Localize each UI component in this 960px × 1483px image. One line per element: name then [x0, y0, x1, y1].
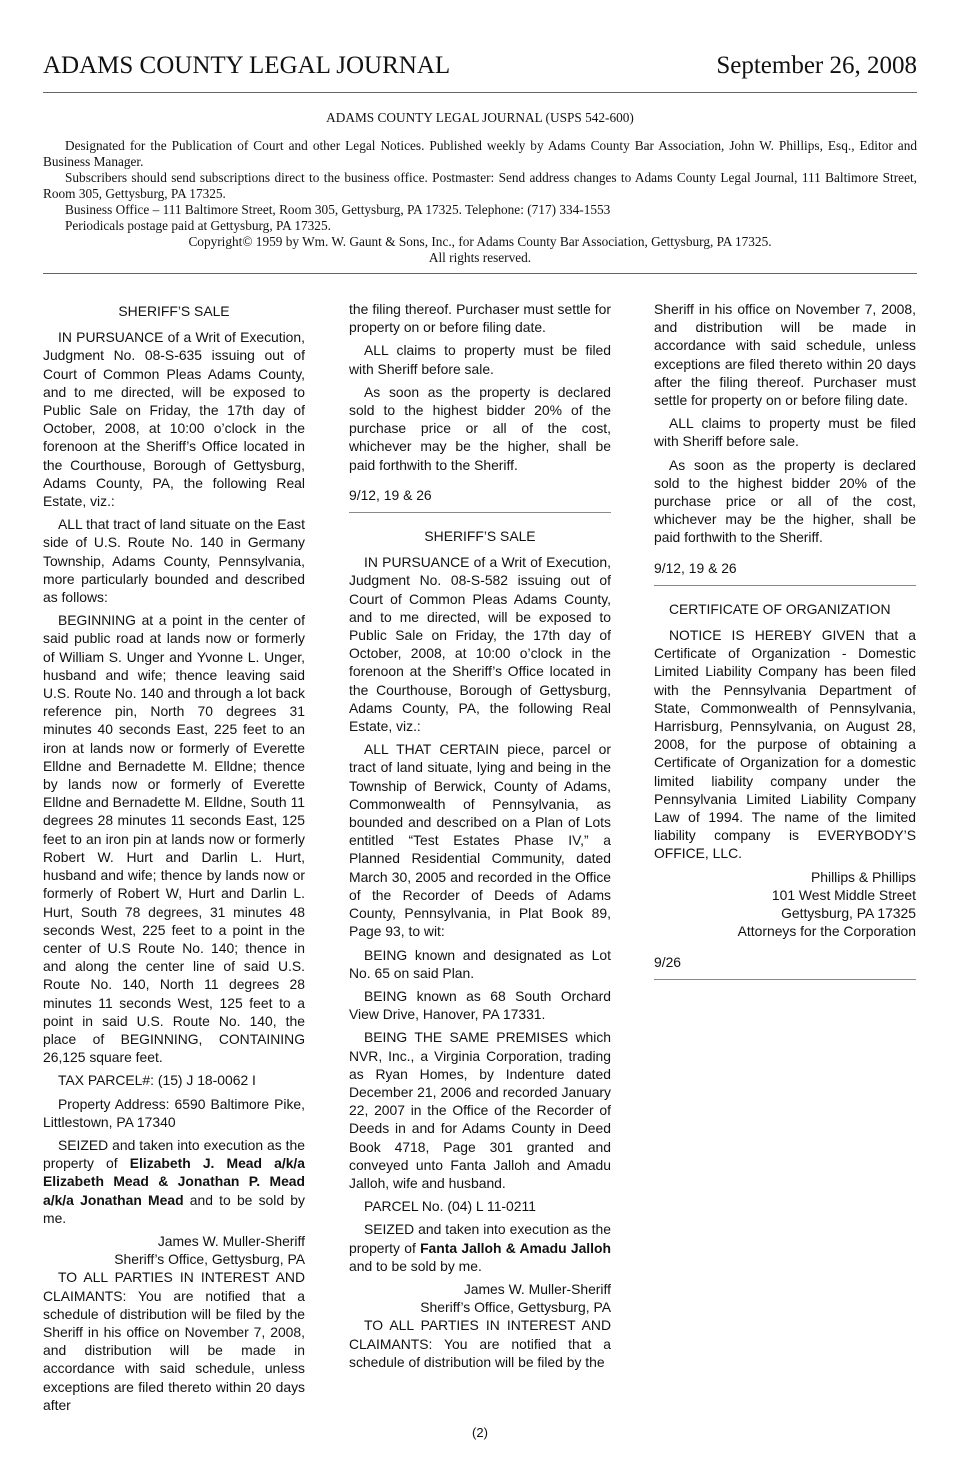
notice-paragraph: TO ALL PARTIES IN INTEREST AND CLAIMANTS: You are notified that a schedule of distribution will be filed by the Sheriff in his office on November 7, 2008, and distribution will be made in accordance with said schedule, unless exceptions are filed thereto within 20 days after: [43, 1269, 305, 1413]
notice-paragraph: BEING known as 68 South Orchard View Drive, Hanover, PA 17331.: [349, 987, 611, 1023]
notice-divider: [654, 979, 916, 980]
defendant-names: Fanta Jalloh & Amadu Jalloh: [420, 1239, 612, 1256]
notice-paragraph: TO ALL PARTIES IN INTEREST AND CLAIMANTS: You are notified that a schedule of distribution will be filed by the: [349, 1317, 611, 1370]
column-1: [43, 300, 305, 1419]
seized-paragraph: SEIZED and taken into execution as the property of Elizabeth J. Mead a/k/a Elizabeth Mead & Jonathan P. Mead a/k/a Jonathan Mead and to be sold by me.: [43, 1136, 306, 1226]
publication-dates: 9/12, 19 & 26: [654, 559, 737, 576]
seized-paragraph: SEIZED and taken into execution as the property of Fanta Jalloh & Amadu Jalloh and to be sold by me.: [349, 1221, 612, 1274]
notice-heading: SHERIFF’S SALE: [424, 528, 536, 545]
attorney-street: 101 West Middle Street: [771, 886, 916, 903]
masthead: [43, 110, 917, 266]
notice-paragraph: Sheriff in his office on November 7, 2008, and distribution will be made in accordance with said schedule, unless exceptions are filed thereto within 20 days after the filing thereof. Purchaser must settle for property on or before filing date.: [654, 301, 916, 409]
page-header: [43, 52, 917, 84]
notice-paragraph: ALL claims to property must be filed with Sheriff before sale.: [654, 415, 916, 450]
issue-date: September 26, 2008: [716, 52, 917, 79]
parcel-number: PARCEL No. (04) L 11-0211: [364, 1198, 536, 1215]
notice-paragraph: BEING known and designated as Lot No. 65 on said Plan.: [349, 946, 611, 981]
notice-paragraph: ALL claims to property must be filed with Sheriff before sale.: [349, 342, 611, 377]
column-3: [654, 300, 916, 994]
column-2: [349, 300, 611, 1376]
notice-paragraph: IN PURSUANCE of a Writ of Execution, Judgment No. 08-S-582 issuing out of Court of Common Pleas Adams County, and to me directed, will be exposed to Public Sale on Friday, the 17th day of October, 2008, at 10:00 o’clock in the forenoon at the Sheriff’s Office located in the Courthouse, Borough of Gettysburg, Adams County, PA, the following Real Estate, viz.:: [349, 554, 611, 735]
notice-paragraph: As soon as the property is declared sold to the highest bidder 20% of the purchase price or all of the cost, whichever may be the higher, shall be paid forthwith to the Sheriff.: [654, 456, 916, 546]
attorney-city: Gettysburg, PA 17325: [781, 905, 916, 922]
notice-paragraph: BEING THE SAME PREMISES which NVR, Inc., a Virginia Corporation, trading as Ryan Homes, by Indenture dated December 21, 2006 and recorded January 22, 2007 in the Office of the Recorder of Deeds in and for Adams County in Deed Book 4718, Page 301 granted and conveyed unto Fanta Jalloh and Amadu Jalloh, wife and husband.: [349, 1029, 611, 1191]
property-address: Property Address: 6590 Baltimore Pike, Littlestown, PA 17340: [43, 1095, 305, 1130]
page-number: (2): [472, 1425, 488, 1440]
notice-paragraph: As soon as the property is declared sold to the highest bidder 20% of the purchase price or all of the cost, whichever may be the higher, shall be paid forthwith to the Sheriff.: [349, 383, 611, 473]
masthead-business-office: Business Office – 111 Baltimore Street, Room 305, Gettysburg, PA 17325. Telephone: (717) 334-1553: [65, 202, 611, 217]
defendant-names: Elizabeth J. Mead a/k/a Elizabeth Mead & Jonathan P. Mead a/k/a Jonathan Mead: [43, 1155, 306, 1208]
attorney-role: Attorneys for the Corporation: [737, 923, 916, 940]
masthead-rule: [43, 273, 917, 274]
attorney-firm: Phillips & Phillips: [811, 868, 916, 885]
tax-parcel: TAX PARCEL#: (15) J 18-0062 I: [58, 1072, 256, 1089]
signature-name: James W. Muller-Sheriff: [463, 1280, 611, 1297]
masthead-title: ADAMS COUNTY LEGAL JOURNAL (USPS 542-600): [326, 110, 634, 125]
notice-divider: [349, 512, 611, 513]
notice-paragraph: the filing thereof. Purchaser must settle for property on or before filing date.: [349, 301, 611, 336]
journal-title: ADAMS COUNTY LEGAL JOURNAL: [43, 52, 451, 79]
notice-paragraph: IN PURSUANCE of a Writ of Execution, Judgment No. 08-S-635 issuing out of Court of Common Pleas Adams County, and to me directed, will be exposed to Public Sale on Friday, the 17th day of October, 2008, at 10:00 o’clock in the forenoon at the Sheriff’s Office located in the Courthouse, Borough of Gettysburg, Adams County, PA, the following Real Estate, viz.:: [43, 329, 305, 510]
header-rule: [43, 92, 917, 93]
notice-divider: [654, 585, 916, 586]
publication-dates: 9/12, 19 & 26: [349, 486, 432, 503]
masthead-designation: Designated for the Publication of Court and other Legal Notices. Published weekly by Adams County Bar Association, John W. Phillips, Esq., Editor and Business Manager.: [43, 138, 917, 169]
notice-heading: SHERIFF’S SALE: [118, 303, 230, 319]
publication-dates: 9/26: [654, 953, 682, 970]
notice-paragraph: BEGINNING at a point in the center of said public road at lands now or formerly of William S. Unger and Yvonne L. Unger, husband and wife; thence leaving said U.S. Route No. 140 and through a lot back reference pin, North 70 degrees 31 minutes 40 seconds East, 225 feet to an iron at lands now or formerly of Everette Elldne and Bernadette M. Elldne; thence by lands now or formerly of Everette Elldne and Bernadette M. Elldne, South 11 degrees 28 minutes 11 seconds East, 125 feet to an iron pin at lands now or formerly Robert W. Hurt and Darlin L. Hurt, husband and wife; thence by lands now or formerly of Robert W, Hurt and Darlin L. Hurt, South 78 degrees, 31 minutes 48 seconds West, 225 feet to a point in the center of U.S Route No. 140; thence in and along the center line of said U.S. Route No. 140, North 11 degrees 28 minutes 11 seconds West, 125 feet to a point in said U.S. Route No. 140, the place of BEGINNING, CONTAINING 26,125 square feet.: [43, 612, 305, 1066]
masthead-subscriptions: Subscribers should send subscriptions direct to the business office. Postmaster: Send address changes to Adams County Legal Journal, 111 Baltimore Street, Room 305, Gettysburg, PA 17325.: [43, 170, 917, 201]
signature-office: Sheriff’s Office, Gettysburg, PA: [114, 1251, 305, 1268]
masthead-postage: Periodicals postage paid at Gettysburg, PA 17325.: [65, 218, 331, 233]
notice-paragraph: ALL that tract of land situate on the East side of U.S. Route No. 140 in Germany Township, Adams County, Pennsylvania, more particularly bounded and described as follows:: [43, 516, 305, 606]
masthead-copyright: Copyright© 1959 by Wm. W. Gaunt & Sons, Inc., for Adams County Bar Association, Gettysburg, PA 17325.: [188, 234, 772, 249]
notice-paragraph: NOTICE IS HEREBY GIVEN that a Certificate of Organization - Domestic Limited Liability Company has been filed with the Pennsylvania Department of State, Commonwealth of Pennsylvania, Harrisburg, Pennsylvania, on August 28, 2008, for the purpose of obtaining a Certificate of Organization for a domestic limited liability company under the Pennsylvania Limited Liability Company Law of 1994. The name of the limited liability company is EVERYBODY’S OFFICE, LLC.: [654, 627, 916, 862]
notice-paragraph: ALL THAT CERTAIN piece, parcel or tract of land situate, lying and being in the Township of Berwick, County of Adams, Commonwealth of Pennsylvania, as bounded and described on a Plan of Lots entitled “Test Estates Phase IV,” a Planned Residential Community, dated March 30, 2005 and recorded in the Office of the Recorder of Deeds of Adams County, Pennsylvania, in Plat Book 89, Page 93, to wit:: [349, 741, 611, 940]
signature-name: James W. Muller-Sheriff: [157, 1232, 305, 1249]
notice-heading: CERTIFICATE OF ORGANIZATION: [669, 600, 891, 617]
masthead-rights: All rights reserved.: [428, 250, 532, 265]
signature-office: Sheriff’s Office, Gettysburg, PA: [420, 1299, 611, 1316]
